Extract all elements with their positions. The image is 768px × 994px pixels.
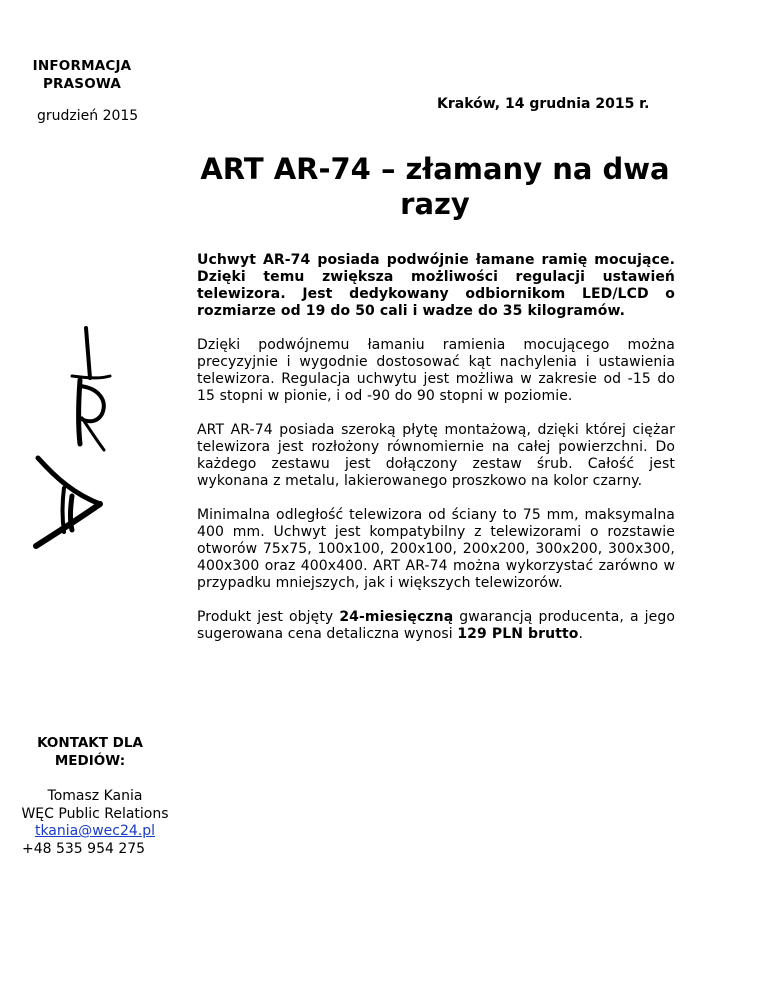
paragraph-mounting-plate: ART AR-74 posiada szeroką płytę montażową, dzięki której ciężar telewizora jest rozłożony równomiernie na całej powierzchni. Do każdego zestawu jest dołączony zestaw śrub. Całość jest wykonana z metalu, lakierowanego proszkowo na kolor czarny. (197, 422, 675, 489)
release-month: grudzień 2015 (37, 108, 139, 124)
headline: ART AR-74 – złamany na dwa razy (200, 152, 670, 221)
art-brand-logo-icon (28, 318, 114, 550)
article-body (197, 252, 675, 660)
warranty-text-2: gwarancją producenta, a jego sugerowana cena detaliczna wynosi (197, 609, 675, 642)
media-contact (10, 788, 180, 858)
retail-price: 129 PLN brutto (457, 626, 579, 642)
warranty-text-3: . (578, 626, 584, 642)
media-contact-title: KONTAKT DLA MEDIÓW: (37, 735, 143, 769)
warranty-text-1: Produkt jest objęty (197, 609, 340, 625)
paragraph-compatibility: Minimalna odległość telewizora od ściany to 75 mm, maksymalna 400 mm. Uchwyt jest kompatybilny z telewizorami o rozstawie otworów 75x75, 100x100, 200x100, 200x200, 300x200, 300x300, 400x300 oraz 400x400. ART AR-74 można wykorzystać zarówno w przypadku mniejszych, jak i większych telewizorów. (197, 507, 675, 591)
contact-phone: +48 535 954 275 (22, 840, 146, 857)
press-release-label: INFORMACJA PRASOWA (32, 58, 132, 92)
warranty-period: 24-miesięczną (339, 609, 454, 625)
lead-paragraph: Uchwyt AR-74 posiada podwójnie łamane ramię mocujące. Dzięki temu zwiększa możliwości regulacji ustawień telewizora. Jest dedykowany odbiornikom LED/LCD o rozmiarze od 19 do 50 cali i wadze do 35 kilogramów. (197, 252, 675, 319)
contact-email-link[interactable]: tkania@wec24.pl (34, 823, 156, 839)
contact-company: WĘC Public Relations (21, 805, 169, 822)
location-date: Kraków, 14 grudnia 2015 r. (437, 96, 650, 112)
paragraph-warranty-price (197, 609, 675, 643)
paragraph-adjustment: Dzięki podwójnemu łamaniu ramienia mocującego można precyzyjnie i wygodnie dostosować kąt nachylenia i ustawienia telewizora. Regulacja uchwytu jest możliwa w zakresie od -15 do 15 stopni w pionie, i od -90 do 90 stopni w poziomie. (197, 337, 675, 404)
contact-name: Tomasz Kania (47, 788, 143, 804)
